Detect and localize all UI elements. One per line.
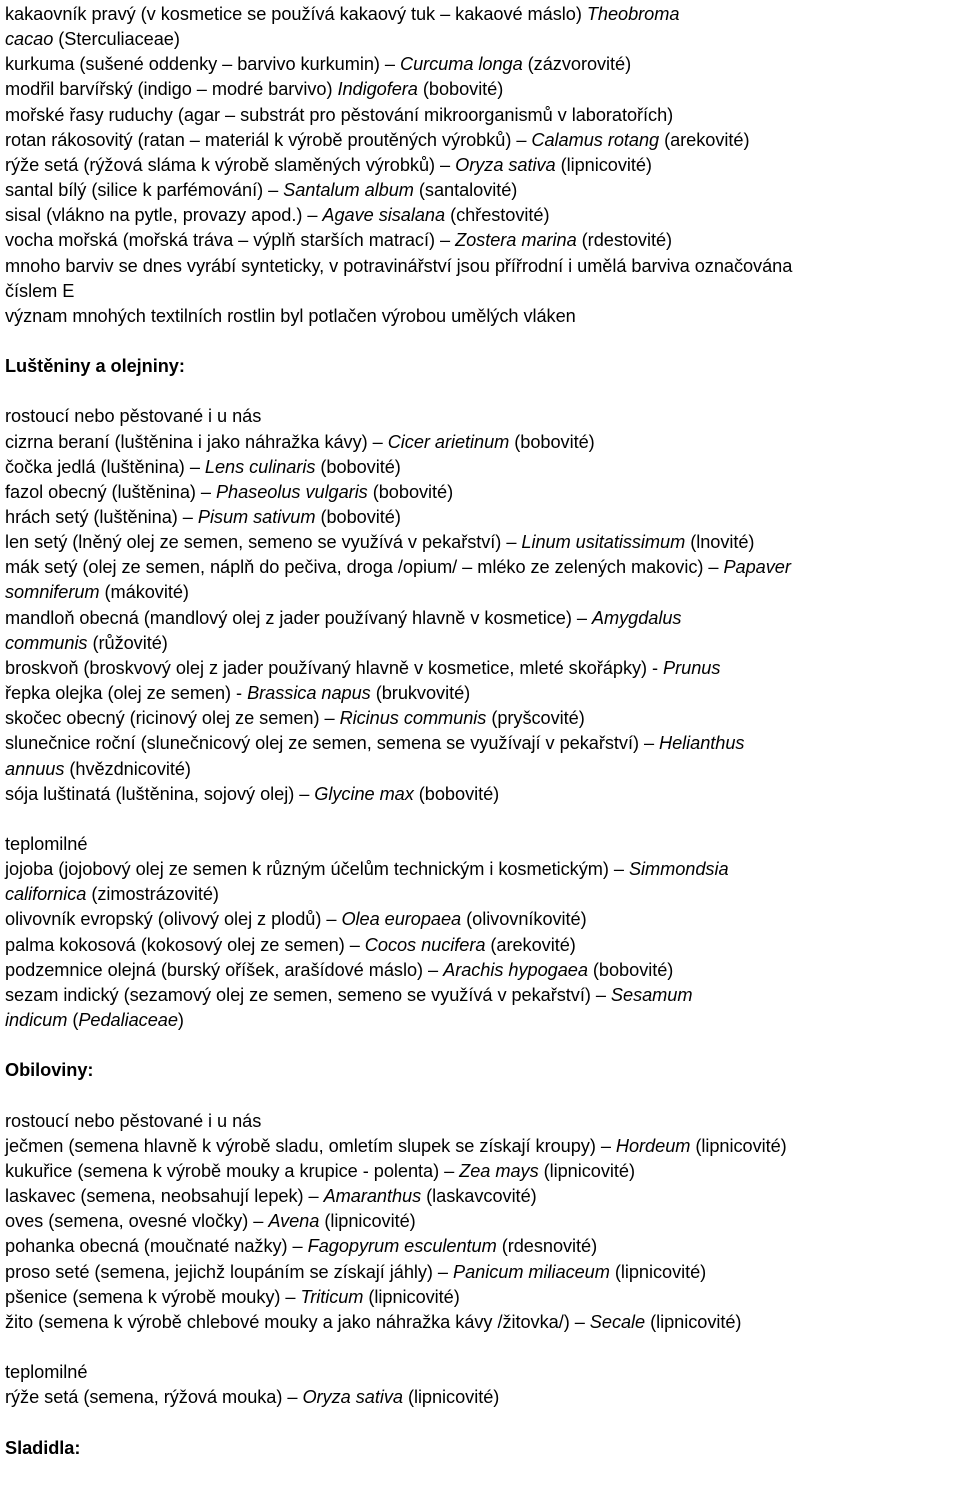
text-segment: rostoucí nebo pěstované i u nás: [5, 406, 262, 427]
text-line: [5, 456, 960, 478]
text-segment: (arekovité): [659, 129, 750, 150]
latin-name: Theobroma: [586, 4, 680, 24]
text-line: [5, 1110, 960, 1132]
section-heading: [5, 1437, 960, 1459]
text-line: [5, 908, 960, 930]
latin-name: annuus: [5, 758, 65, 779]
text-line: [5, 1160, 960, 1182]
text-line: [5, 53, 960, 75]
text-segment: (arekovité): [485, 934, 576, 955]
text-segment: olivovník evropský (olivový olej z plodů) –: [5, 909, 342, 930]
text-line: [5, 732, 960, 754]
latin-name: californica: [5, 884, 87, 905]
latin-name: Brassica napus: [247, 683, 371, 704]
text-line: [5, 104, 960, 126]
latin-name: Arachis hypogaea: [443, 959, 588, 980]
text-segment: (Sterculiaceae): [53, 29, 180, 50]
text-line: [5, 204, 960, 226]
latin-name: Fagopyrum esculentum: [307, 1236, 497, 1257]
text-segment: (bobovité): [367, 481, 454, 502]
text-segment: hrách setý (luštěnina) –: [5, 507, 198, 527]
text-line: [5, 1185, 960, 1207]
text-segment: (bobovité): [413, 783, 500, 804]
text-line: [5, 883, 960, 905]
text-line: [5, 481, 960, 503]
text-segment: (pryšcovité): [486, 708, 585, 729]
text-segment: mandloň obecná (mandlový olej z jader používaný hlavně v kosmetice) –: [5, 607, 592, 628]
text-segment: (: [67, 1010, 79, 1030]
text-segment: slunečnice roční (slunečnicový olej ze semen, semena se využívají v pekařství) –: [5, 733, 660, 754]
latin-name: Lens culinaris: [204, 456, 316, 477]
text-segment: (bobovité): [509, 431, 595, 452]
text-line: [5, 934, 960, 956]
text-segment: rýže setá (semena, rýžová mouka) –: [5, 1387, 303, 1408]
text-line: [5, 858, 960, 880]
text-segment: (lipnicovité): [538, 1160, 635, 1181]
text-line: [5, 305, 960, 327]
latin-name: Sesamum: [610, 984, 693, 1005]
latin-name: indicum: [5, 1010, 68, 1030]
text-line: [5, 984, 960, 1006]
text-segment: kurkuma (sušené oddenky – barvivo kurkumin) –: [5, 54, 400, 75]
text-line: [5, 758, 960, 780]
latin-name: Ricinus communis: [339, 708, 487, 729]
text-segment: mořské řasy ruduchy (agar – substrát pro pěstování mikroorganismů v laboratořích): [5, 104, 674, 125]
latin-name: Cicer arietinum: [387, 431, 510, 452]
text-line: [5, 129, 960, 151]
text-segment: čočka jedlá (luštěnina) –: [5, 456, 205, 477]
text-segment: (lipnicovité): [319, 1211, 416, 1232]
text-segment: (rdestovité): [576, 230, 673, 251]
text-segment: Obiloviny:: [5, 1060, 94, 1081]
text-segment: (olivovníkovité): [461, 909, 587, 930]
text-line: [5, 531, 960, 553]
text-segment: (hvězdnicovité): [64, 758, 191, 779]
text-line: [5, 3, 960, 25]
text-line: [5, 154, 960, 176]
text-segment: proso seté (semena, jejichž loupáním se získají jáhly) –: [5, 1261, 454, 1282]
text-segment: sója luštinatá (luštěnina, sojový olej) –: [5, 783, 315, 804]
latin-name: Cocos nucifera: [364, 934, 486, 955]
text-segment: (bobovité): [417, 79, 504, 100]
text-segment: (lnovité): [685, 532, 755, 553]
latin-name: Pedaliaceae: [78, 1010, 178, 1030]
text-segment: (laskavcovité): [421, 1186, 537, 1207]
text-segment: (chřestovité): [445, 205, 550, 226]
text-segment: skočec obecný (ricinový olej ze semen) –: [5, 708, 340, 729]
text-line: [5, 1135, 960, 1157]
text-line: [5, 833, 960, 855]
latin-name: Secale: [589, 1311, 646, 1332]
text-line: [5, 1361, 960, 1383]
text-line: [5, 556, 960, 578]
text-segment: broskvoň (broskvový olej z jader používaný hlavně v kosmetice, mleté skořápky) -: [5, 657, 664, 678]
text-segment: žito (semena k výrobě chlebové mouky a jako náhražka kávy /žitovka/) –: [5, 1311, 590, 1332]
text-line: [5, 783, 960, 805]
text-line: [5, 1311, 960, 1333]
text-segment: (lipnicovité): [645, 1311, 742, 1332]
text-line: [5, 959, 960, 981]
text-line: [5, 607, 960, 629]
text-segment: vocha mořská (mořská tráva – výplň starších matrací) –: [5, 230, 456, 251]
latin-name: Oryza sativa: [455, 154, 556, 175]
text-segment: kukuřice (semena k výrobě mouky a krupice - polenta) –: [5, 1160, 460, 1181]
latin-name: Zea mays: [459, 1160, 539, 1181]
text-line: [5, 179, 960, 201]
latin-name: Panicum miliaceum: [453, 1261, 610, 1282]
latin-name: Prunus: [663, 657, 721, 678]
latin-name: Phaseolus vulgaris: [215, 481, 368, 502]
text-segment: (bobovité): [315, 507, 401, 527]
latin-name: Triticum: [300, 1286, 364, 1307]
text-segment: laskavec (semena, neobsahují lepek) –: [5, 1186, 324, 1207]
latin-name: Hordeum: [615, 1135, 691, 1156]
text-segment: cizrna beraní (luštěnina i jako náhražka kávy) –: [5, 431, 388, 452]
section-heading: [5, 1059, 960, 1081]
text-segment: rotan rákosovitý (ratan – materiál k výrobě proutěných výrobků) –: [5, 129, 532, 150]
text-segment: mák setý (olej ze semen, náplň do pečiva, droga /opium/ – mléko ze zelených makovic) –: [5, 557, 724, 578]
text-segment: (bobovité): [587, 959, 674, 980]
text-segment: oves (semena, ovesné vločky) –: [5, 1211, 269, 1232]
text-segment: řepka olejka (olej ze semen) -: [5, 683, 248, 704]
latin-name: Amaranthus: [323, 1186, 422, 1207]
text-line: [5, 1386, 960, 1408]
text-segment: fazol obecný (luštěnina) –: [5, 481, 216, 502]
latin-name: cacao: [5, 29, 54, 50]
text-segment: (mákovité): [99, 582, 189, 603]
latin-name: Agave sisalana: [322, 205, 446, 226]
text-line: [5, 1261, 960, 1283]
text-segment: (lipnicovité): [609, 1261, 707, 1282]
latin-name: Amygdalus: [591, 607, 682, 628]
text-line: [5, 280, 960, 302]
text-segment: (brukvovité): [370, 683, 471, 704]
text-segment: pšenice (semena k výrobě mouky) –: [5, 1286, 301, 1307]
text-segment: číslem E: [5, 280, 75, 301]
text-segment: (lipnicovité): [690, 1135, 787, 1156]
text-segment: (lipnicovité): [402, 1387, 500, 1408]
latin-name: Olea europaea: [341, 909, 462, 930]
text-segment: význam mnohých textilních rostlin byl potlačen výrobou umělých vláken: [5, 305, 576, 326]
text-line: [5, 1235, 960, 1257]
text-segment: pohanka obecná (moučnaté nažky) –: [5, 1236, 308, 1257]
latin-name: Pisum sativum: [197, 507, 316, 527]
latin-name: Santalum album: [283, 180, 414, 201]
text-segment: ): [177, 1010, 184, 1030]
latin-name: Simmondsia: [628, 859, 729, 880]
text-line: [5, 431, 960, 453]
text-segment: len setý (lněný olej ze semen, semeno se využívá v pekařství) –: [5, 532, 522, 553]
latin-name: Calamus rotang: [531, 129, 660, 150]
text-line: [5, 229, 960, 251]
text-segment: santal bílý (silice k parfémování) –: [5, 180, 284, 201]
text-segment: rýže setá (rýžová sláma k výrobě slaměných výrobků) –: [5, 154, 456, 175]
text-segment: podzemnice olejná (burský oříšek, arašídové máslo) –: [5, 959, 444, 980]
text-segment: mnoho barviv se dnes vyrábí synteticky, v potravinářství jsou přířrodní i umělá barviva označována: [5, 255, 793, 276]
latin-name: Helianthus: [659, 733, 745, 754]
text-segment: jojoba (jojobový olej ze semen k různým účelům technickým i kosmetickým) –: [5, 859, 629, 880]
text-segment: (santalovité): [413, 180, 518, 201]
latin-name: Oryza sativa: [302, 1387, 403, 1408]
latin-name: communis: [5, 632, 88, 653]
text-segment: sezam indický (sezamový olej ze semen, semeno se využívá v pekařství) –: [5, 984, 611, 1005]
latin-name: Linum usitatissimum: [521, 532, 686, 553]
text-line: [5, 506, 960, 528]
text-line: [5, 657, 960, 679]
text-segment: kakaovník pravý (v kosmetice se používá kakaový tuk – kakaové máslo): [5, 4, 587, 24]
latin-name: Papaver: [723, 557, 791, 578]
text-segment: ječmen (semena hlavně k výrobě sladu, omletím slupek se získají kroupy) –: [5, 1135, 616, 1156]
text-line: [5, 682, 960, 704]
latin-name: Zostera marina: [455, 230, 577, 251]
text-segment: (zázvorovité): [522, 54, 632, 75]
text-segment: modřil barvířský (indigo – modré barvivo): [5, 79, 338, 100]
text-segment: (lipnicovité): [555, 154, 652, 175]
text-segment: (rdesnovité): [496, 1236, 598, 1257]
text-segment: (lipnicovité): [363, 1286, 460, 1307]
text-segment: rostoucí nebo pěstované i u nás: [5, 1110, 262, 1131]
text-segment: Luštěniny a olejniny:: [5, 356, 185, 377]
text-line: [5, 1286, 960, 1308]
text-segment: sisal (vlákno na pytle, provazy apod.) –: [5, 205, 323, 226]
text-segment: (bobovité): [315, 456, 401, 477]
text-line: [5, 1009, 960, 1031]
latin-name: Curcuma longa: [399, 54, 523, 75]
text-line: [5, 78, 960, 100]
text-segment: palma kokosová (kokosový olej ze semen) –: [5, 934, 365, 955]
section-heading: [5, 355, 960, 377]
latin-name: Avena: [268, 1211, 320, 1232]
text-segment: teplomilné: [5, 833, 88, 854]
text-line: [5, 632, 960, 654]
latin-name: somniferum: [5, 582, 100, 603]
text-line: [5, 1210, 960, 1232]
text-line: [5, 405, 960, 427]
text-line: [5, 28, 960, 50]
text-line: [5, 581, 960, 603]
text-segment: (zimostrázovité): [86, 884, 219, 905]
latin-name: Indigofera: [337, 79, 418, 100]
text-segment: (růžovité): [87, 632, 168, 653]
text-line: [5, 707, 960, 729]
text-segment: Sladidla:: [5, 1437, 81, 1458]
latin-name: Glycine max: [314, 783, 414, 804]
text-segment: teplomilné: [5, 1362, 88, 1383]
text-line: [5, 255, 960, 277]
